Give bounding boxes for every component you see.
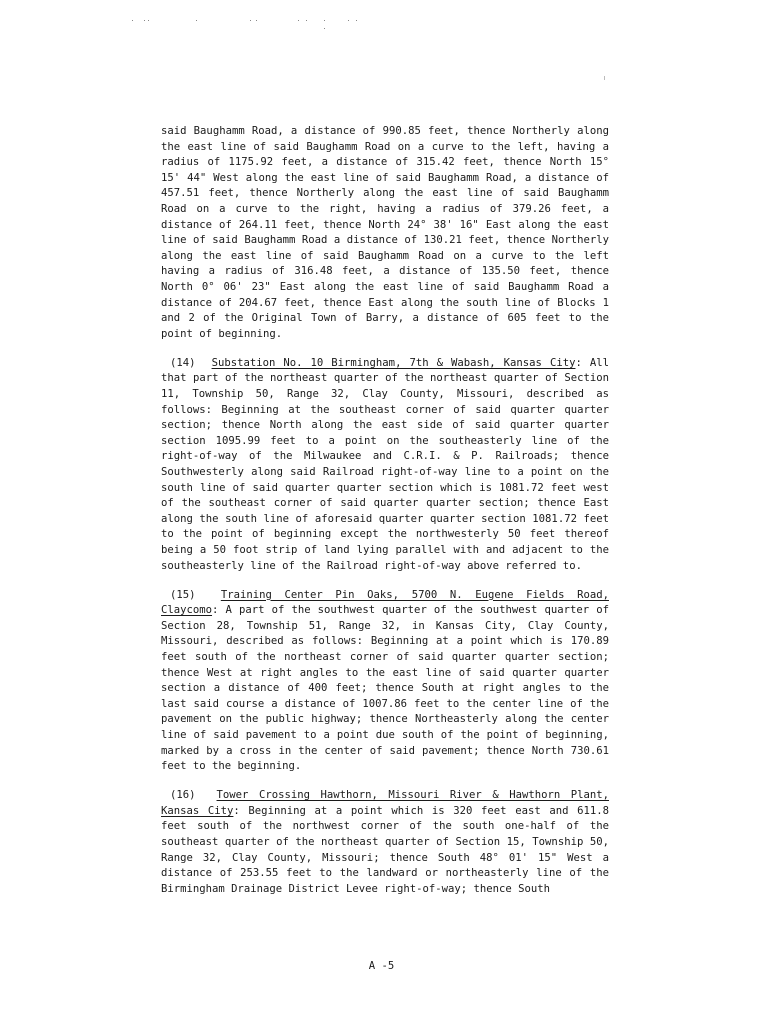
paragraph-14 xyxy=(161,356,609,574)
paragraph-text: : A part of the southwest quarter of the southwest quarter of Section 28, Township 51, Range 32, in Kansas City, Clay County, Missouri, described as follows: Beginning at a point which is 170.89 feet south of the northeast corner of said quarter quarter section; thence West at right angles to the east line of said quarter quarter section a distance of 400 feet; thence South at right angles to the last said course a distance of 1007.86 feet to the center line of the pavement on the public highway; thence Northeasterly along the center line of said pavement to a point due south of the point of beginning, marked by a cross in the center of said pavement; thence North 730.61 feet to the beginning. xyxy=(161,604,609,773)
paragraph-15 xyxy=(161,588,609,775)
scan-artifacts xyxy=(130,18,370,32)
paragraph-text: : All that part of the northeast quarter of the northeast quarter of Section 11, Township 50, Range 32, Clay County, Missouri, described as follows: Beginning at the southeast corner of said quarter quarter section; thence North along the east side of said quarter quarter section 1095.99 feet to a point on the southeasterly line of the right-of-way of the Milwaukee and C.R.I. & P. Railroads; thence Southwesterly along said Railroad right-of-way line to a point on the south line of said quarter quarter section which is 1081.72 feet west of the southeast corner of said quarter quarter section; thence East along the south line of aforesaid quarter quarter section 1081.72 feet to the point of beginning except the northwesterly 50 feet thereof being a 50 foot strip of land lying parallel with and adjacent to the southeasterly line of the Railroad right-of-way above referred to. xyxy=(161,356,609,572)
paragraph-number: (14) xyxy=(170,356,196,369)
paragraph-continuation xyxy=(161,124,609,342)
paragraph-text: : Beginning at a point which is 320 feet east and 611.8 feet south of the northwest corner of the south one-half of the southeast quarter of the northeast quarter of Section 15, Township 50, Range 32, Clay County, Missouri; thence South 48° 01' 15" West a distance of 253.55 feet to the landward or northeasterly line of the Birmingham Drainage District Levee right-of-way; thence South xyxy=(161,804,609,895)
margin-mark xyxy=(604,76,605,80)
paragraph-heading: Substation No. 10 Birmingham, 7th & Wabash, Kansas City xyxy=(211,356,576,369)
paragraph-text: said Baughamm Road, a distance of 990.85 feet, thence Northerly along the east line of said Baughamm Road on a curve to the left, having a radius of 1175.92 feet, a distance of 315.42 feet, thence North 15° 15' 44" West along the east line of said Baughamm Road, a distance of 457.51 feet, thence Northerly along the east line of said Baughamm Road on a curve to the right, having a radius of 379.26 feet, a distance of 264.11 feet, thence North 24° 38' 16" East along the east line of said Baughamm Road a distance of 130.21 feet, thence Northerly along the east line of said Baughamm Road on a curve to the left having a radius of 316.48 feet, a distance of 135.50 feet, thence North 0° 06' 23" East along the east line of said Baughamm Road a distance of 204.67 feet, thence East along the south line of Blocks 1 and 2 of the Original Town of Barry, a distance of 605 feet to the point of beginning. xyxy=(161,125,609,340)
paragraph-heading: Training Center Pin Oaks, 5700 N. Eugene Fields Road, Claycomo xyxy=(161,588,609,617)
legal-description-body xyxy=(161,124,609,897)
page-number: A -5 xyxy=(368,960,395,972)
paragraph-heading: Tower Crossing Hawthorn, Missouri River & Hawthorn Plant, Kansas City xyxy=(161,789,610,817)
paragraph-number: (16) xyxy=(170,789,196,802)
paragraph-number: (15) xyxy=(170,588,196,601)
paragraph-16 xyxy=(161,788,609,897)
